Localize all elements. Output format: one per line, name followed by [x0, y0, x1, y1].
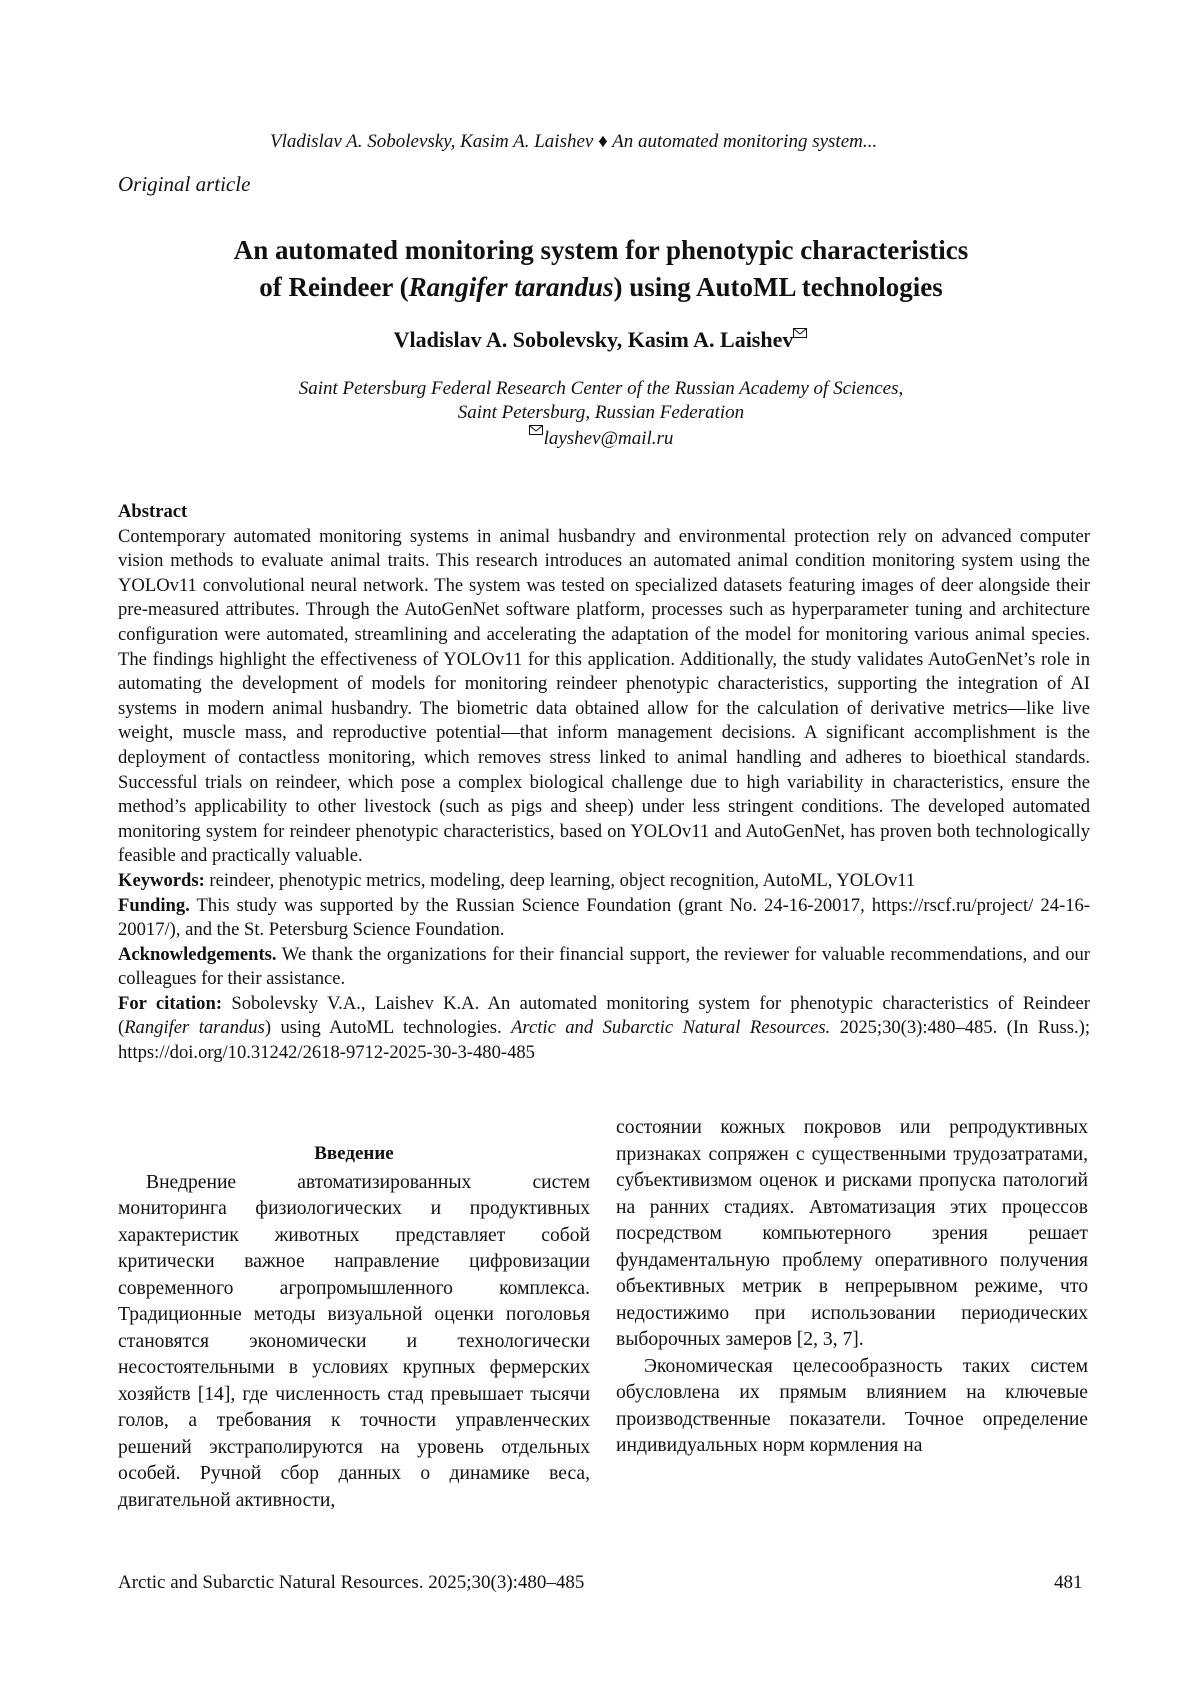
- keywords-text: reindeer, phenotypic metrics, modeling, deep learning, object recognition, AutoML, YOLOv11: [204, 869, 916, 891]
- funding: [118, 894, 1090, 943]
- section-heading-introduction: Введение: [314, 1143, 394, 1164]
- body-column-left: [118, 1141, 590, 1514]
- authors: [120, 327, 1082, 353]
- abstract-text: Contemporary automated monitoring systems in animal husbandry and environmental protection rely on advanced computer vision methods to evaluate animal traits. This research introduces an automated animal condition monitoring system using the YOLOv11 convolutional neural network. The system was tested on specialized datasets featuring images of deer alongside their pre-measured attributes. Through the AutoGenNet software platform, processes such as hyperparameter tuning and architecture configuration were automated, streamlining and accelerating the adaptation of the model for monitoring various animal species. The findings highlight the effectiveness of YOLOv11 for this application. Additionally, the study validates AutoGenNet’s role in automating the development of models for monitoring reindeer phenotypic characteristics, supporting the integration of AI systems in modern animal husbandry. The biometric data obtained allow for the calculation of derivative metrics—like live weight, muscle mass, and reproductive potential—that inform management decisions. A significant accomplishment is the deployment of contactless monitoring, which removes stress linked to animal handling and adheres to bioethical standards. Successful trials on reindeer, which pose a complex biological challenge due to high variability in characteristics, ensure the method’s applicability to other livestock (such as pigs and sheep) under less stringent conditions. The developed automated monitoring system for reindeer phenotypic characteristics, based on YOLOv11 and AutoGenNet, has proven both technologically feasible and practically valuable.: [118, 525, 1090, 867]
- footer-journal: Arctic and Subarctic Natural Resources. 2025;30(3):480–485: [118, 1572, 585, 1593]
- running-head: Vladislav A. Sobolevsky, Kasim A. Laishev ♦ An automated monitoring system...: [270, 131, 878, 152]
- acknowledgements-text: We thank the organizations for their financial support, the reviewer for valuable recommendations, and our colleagues for their assistance.: [118, 943, 1090, 990]
- article-title: [120, 232, 1082, 306]
- intro-paragraph-1-continued: состоянии кожных покровов или репродуктивных признаках сопряжен с существенными трудозатратами, субъективизмом оценок и рисками пропуска патологий на ранних стадиях. Автоматизация этих процессов посредством компьютерного зрения решает фундаментальную проблему оперативного получения объективных метрик в непрерывном режиме, что недостижимо при использовании периодических выборочных замеров [2, 3, 7].: [616, 1117, 1088, 1350]
- acknowledgements-label: Acknowledgements.: [118, 943, 277, 965]
- affiliation-line-2: Saint Petersburg, Russian Federation: [457, 402, 745, 423]
- article-type: Original article: [118, 172, 251, 196]
- title-line-1: An automated monitoring system for phenotypic characteristics: [233, 235, 969, 265]
- acknowledgements: [118, 943, 1090, 992]
- keywords-label: Keywords:: [118, 869, 205, 891]
- title-line-2-start: of Reindeer (: [259, 272, 409, 302]
- citation-part-1: Sobolevsky V.A., Laishev K.A. An automated monitoring system for phenotypic characteristics of Reindeer (: [118, 992, 1090, 1039]
- citation-species-name: Rangifer tarandus: [124, 1017, 265, 1039]
- title-species-name: Rangifer tarandus: [408, 272, 614, 302]
- citation: [118, 992, 1090, 1066]
- affiliation: [120, 377, 1082, 451]
- abstract-heading: Abstract: [118, 501, 188, 522]
- keywords: [118, 869, 1090, 894]
- title-line-2-end: ) using AutoML technologies: [613, 272, 943, 302]
- corresponding-email[interactable]: [120, 425, 1082, 451]
- email-address[interactable]: layshev@mail.ru: [543, 428, 674, 449]
- citation-part-3: 2025;30(3):480–485. (In Russ.); https://doi.org/10.31242/2618-9712-2025-30-3-480-485: [118, 1017, 1090, 1064]
- affiliation-line-1: Saint Petersburg Federal Research Center of the Russian Academy of Sciences,: [298, 378, 904, 399]
- intro-paragraph-1: Внедрение автоматизированных систем мониторинга физиологических и продуктивных характеристик животных представляет собой критически важное направление цифровизации современного агропромышленного комплекса. Традиционные методы визуальной оценки поголовья становятся экономически и технологически несостоятельными в условиях крупных фермерских хозяйств [14], где численность стад превышает тысячи голов, а требования к точности управленческих решений экстраполируются на уровень отдельных особей. Ручной сбор данных о динамике веса, двигательной активности,: [118, 1171, 590, 1511]
- envelope-icon: [793, 328, 807, 338]
- envelope-icon: [529, 425, 543, 435]
- citation-part-2: ) using AutoML technologies.: [264, 1017, 512, 1039]
- funding-text: This study was supported by the Russian Science Foundation (grant No. 24-16-20017, https://rscf.ru/project/ 24-16-20017/), and the St. Petersburg Science Foundation.: [118, 894, 1090, 941]
- intro-paragraph-2: Экономическая целесообразность таких систем обусловлена их прямым влиянием на ключевые производственные показатели. Точное определение индивидуальных норм кормления на: [616, 1355, 1088, 1456]
- funding-label: Funding.: [118, 894, 190, 916]
- author-names: Vladislav A. Sobolevsky, Kasim A. Laishev: [393, 327, 794, 352]
- citation-journal-name: Arctic and Subarctic Natural Resources.: [511, 1017, 831, 1039]
- body-column-right: [616, 1115, 1088, 1460]
- title-line-2: [120, 269, 1082, 306]
- page-number: 481: [1054, 1572, 1083, 1593]
- abstract-section: [118, 500, 1090, 1066]
- citation-label: For citation:: [118, 992, 223, 1014]
